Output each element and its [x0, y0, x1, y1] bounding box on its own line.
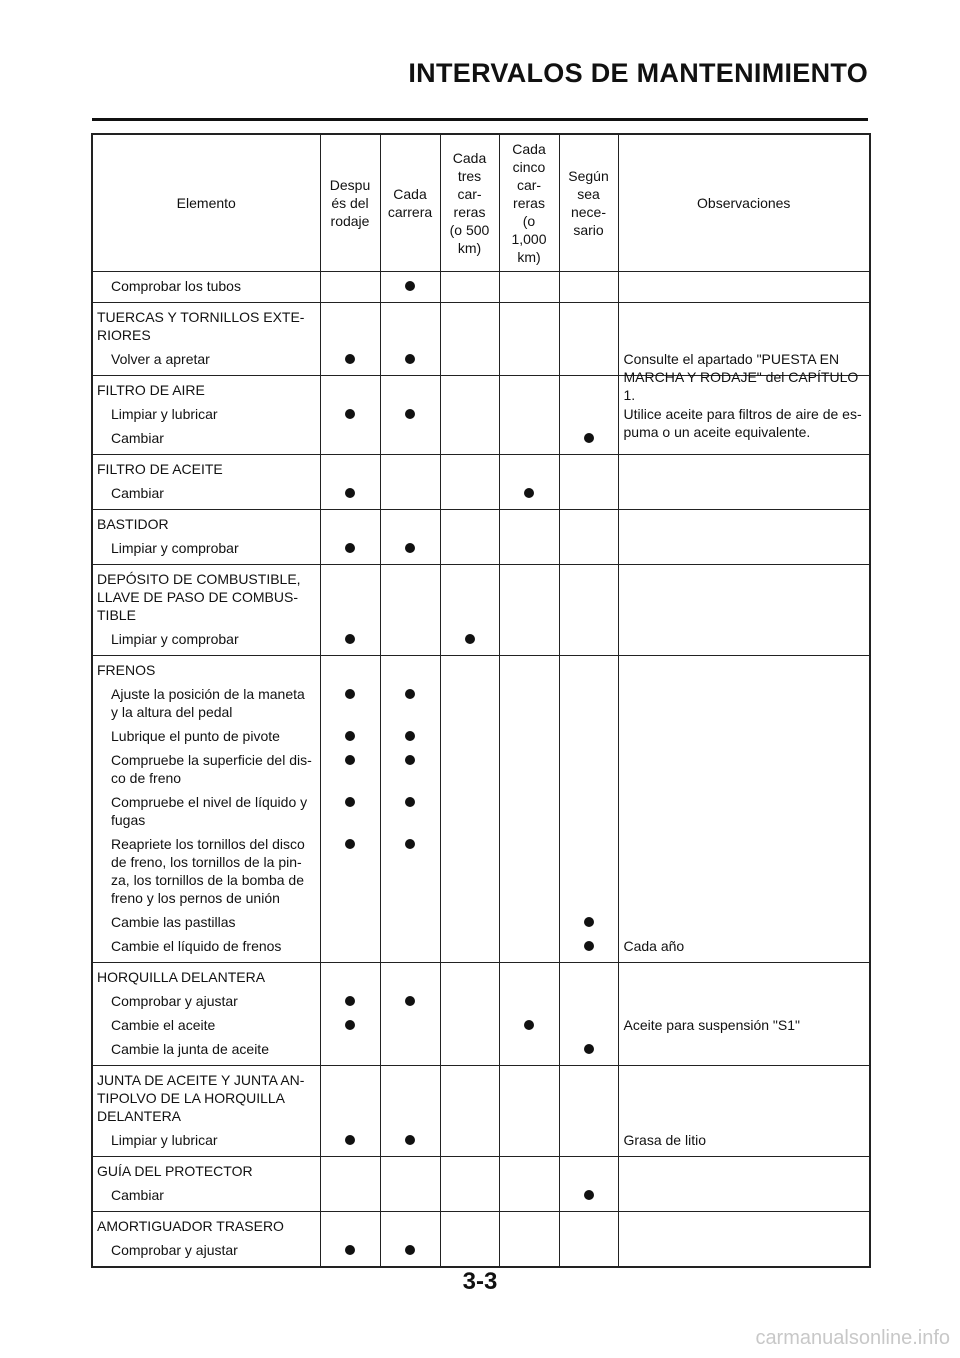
item-cell: [92, 656, 320, 963]
interval-cell: [499, 565, 559, 656]
interval-cell: [559, 272, 618, 303]
table-row: [92, 303, 870, 376]
item-label: Lubrique el punto de pivote: [111, 728, 280, 744]
interval-cell: [499, 376, 559, 455]
interval-cell: [320, 565, 380, 656]
interval-mark: [345, 1245, 355, 1255]
interval-mark: [345, 1135, 355, 1145]
interval-mark: [465, 634, 475, 644]
interval-mark: [345, 731, 355, 741]
interval-cell: [559, 1066, 618, 1157]
interval-cell: [380, 565, 440, 656]
interval-mark: [405, 543, 415, 553]
observation-text: Grasa de litio: [623, 1132, 706, 1148]
interval-cell: [320, 272, 380, 303]
interval-mark: [345, 354, 355, 364]
category-label: DEPÓSITO DE COMBUSTIBLE, LLAVE DE PASO DE COMBUS- TIBLE: [97, 571, 301, 623]
observation-text: Cada año: [623, 938, 685, 954]
interval-cell: [499, 656, 559, 963]
table-row: [92, 510, 870, 565]
item-label: Limpiar y comprobar: [111, 540, 239, 556]
interval-cell: [320, 1157, 380, 1212]
interval-cell: [559, 656, 618, 963]
interval-cell: [440, 303, 499, 376]
interval-cell: [559, 376, 618, 455]
item-label: Cambie el líquido de frenos: [111, 938, 282, 954]
item-cell: [92, 565, 320, 656]
category-label: FILTRO DE ACEITE: [97, 461, 223, 477]
observations-cell: [618, 303, 870, 403]
observations-cell: [618, 1212, 870, 1268]
page-number: 3-3: [462, 1268, 498, 1295]
interval-cell: [499, 963, 559, 1066]
interval-cell: [559, 455, 618, 510]
interval-mark: [405, 996, 415, 1006]
observations-cell: [618, 963, 870, 1066]
interval-cell: [559, 1157, 618, 1212]
interval-cell: [499, 303, 559, 376]
item-label: Cambie el aceite: [111, 1017, 216, 1033]
item-label: Cambiar: [111, 430, 164, 446]
item-cell: [92, 455, 320, 510]
interval-mark: [345, 409, 355, 419]
header-observaciones: Observaciones: [618, 134, 870, 272]
interval-mark: [405, 354, 415, 364]
interval-cell: [440, 1066, 499, 1157]
interval-mark: [345, 1020, 355, 1030]
item-label: Ajuste la posición de la maneta y la altura del pedal: [111, 686, 305, 720]
item-label: Cambie la junta de aceite: [111, 1041, 269, 1057]
interval-cell: [380, 963, 440, 1066]
interval-cell: [320, 1066, 380, 1157]
interval-cell: [559, 565, 618, 656]
table-row: [92, 1212, 870, 1268]
interval-cell: [380, 303, 440, 376]
interval-cell: [440, 656, 499, 963]
category-label: HORQUILLA DELANTERA: [97, 969, 266, 985]
item-label: Limpiar y comprobar: [111, 631, 239, 647]
interval-mark: [524, 1020, 534, 1030]
table-row: [92, 272, 870, 303]
interval-cell: [440, 510, 499, 565]
interval-cell: [380, 455, 440, 510]
interval-mark: [345, 543, 355, 553]
interval-mark: [584, 917, 594, 927]
interval-cell: [559, 510, 618, 565]
interval-cell: [320, 303, 380, 376]
header-cada-cinco-carreras: Cada cinco car- reras (o 1,000 km): [499, 134, 559, 272]
table-row: [92, 1066, 870, 1157]
item-cell: [92, 1212, 320, 1268]
interval-cell: [380, 1157, 440, 1212]
interval-mark: [345, 634, 355, 644]
interval-mark: [405, 755, 415, 765]
page-title: INTERVALOS DE MANTENIMIENTO: [408, 58, 868, 88]
table-row: [92, 565, 870, 656]
observations-cell: [618, 656, 870, 963]
title-rule: [92, 118, 868, 121]
interval-mark: [345, 488, 355, 498]
item-cell: [92, 376, 320, 455]
interval-cell: [320, 455, 380, 510]
interval-mark: [584, 941, 594, 951]
interval-mark: [345, 755, 355, 765]
item-cell: [92, 303, 320, 376]
table-row: [92, 656, 870, 963]
interval-cell: [440, 565, 499, 656]
interval-cell: [499, 455, 559, 510]
interval-mark: [405, 839, 415, 849]
header-segun-necesario: Según sea nece- sario: [559, 134, 618, 272]
category-label: TUERCAS Y TORNILLOS EXTE- RIORES: [97, 309, 305, 343]
table-row: [92, 1157, 870, 1212]
category-label: BASTIDOR: [97, 516, 169, 532]
interval-mark: [405, 797, 415, 807]
interval-cell: [320, 510, 380, 565]
interval-cell: [380, 656, 440, 963]
interval-mark: [405, 689, 415, 699]
interval-cell: [440, 455, 499, 510]
table-row: [92, 376, 870, 455]
observations-cell: [618, 455, 870, 510]
item-label: Comprobar los tubos: [111, 278, 241, 294]
interval-cell: [499, 510, 559, 565]
observation-text: Utilice aceite para filtros de aire de es- puma o un aceite equivalente.: [623, 406, 862, 440]
interval-mark: [345, 797, 355, 807]
interval-cell: [440, 1212, 499, 1268]
interval-cell: [499, 1157, 559, 1212]
category-label: JUNTA DE ACEITE Y JUNTA AN- TIPOLVO DE LA HORQUILLA DELANTERA: [97, 1072, 305, 1124]
interval-cell: [559, 963, 618, 1066]
interval-mark: [345, 839, 355, 849]
item-label: Limpiar y lubricar: [111, 406, 218, 422]
table-row: [92, 455, 870, 510]
observations-cell: [618, 376, 870, 455]
item-label: Cambiar: [111, 485, 164, 501]
item-cell: [92, 1066, 320, 1157]
interval-cell: [320, 963, 380, 1066]
observations-cell: [618, 1157, 870, 1212]
interval-cell: [440, 376, 499, 455]
interval-cell: [499, 1066, 559, 1157]
interval-mark: [405, 1135, 415, 1145]
table-row: [92, 963, 870, 1066]
observations-cell: [618, 1066, 870, 1157]
table-header-row: [92, 134, 870, 272]
interval-cell: [320, 656, 380, 963]
interval-mark: [584, 1044, 594, 1054]
interval-cell: [440, 963, 499, 1066]
interval-mark: [524, 488, 534, 498]
interval-cell: [440, 1157, 499, 1212]
category-label: FRENOS: [97, 662, 156, 678]
interval-cell: [320, 376, 380, 455]
interval-cell: [380, 272, 440, 303]
header-despues-rodaje: Despu és del rodaje: [320, 134, 380, 272]
item-label: Compruebe la superficie del dis- co de freno: [111, 752, 312, 786]
interval-cell: [559, 1212, 618, 1268]
interval-cell: [440, 272, 499, 303]
interval-mark: [345, 689, 355, 699]
item-label: Volver a apretar: [111, 351, 210, 367]
interval-cell: [499, 272, 559, 303]
category-label: AMORTIGUADOR TRASERO: [97, 1218, 284, 1234]
item-label: Comprobar y ajustar: [111, 993, 238, 1009]
interval-cell: [380, 510, 440, 565]
header-elemento: Elemento: [92, 134, 320, 272]
interval-cell: [380, 1066, 440, 1157]
header-cada-tres-carreras: Cada tres car- reras (o 500 km): [440, 134, 499, 272]
item-label: Cambie las pastillas: [111, 914, 236, 930]
interval-cell: [559, 303, 618, 376]
observation-text: Aceite para suspensión "S1": [623, 1017, 800, 1033]
interval-cell: [380, 376, 440, 455]
category-label: FILTRO DE AIRE: [97, 382, 205, 398]
interval-mark: [405, 409, 415, 419]
observations-cell: [618, 565, 870, 656]
item-label: Cambiar: [111, 1187, 164, 1203]
item-cell: [92, 272, 320, 303]
interval-cell: [320, 1212, 380, 1268]
interval-mark: [584, 1190, 594, 1200]
watermark: carmanualsonline.info: [755, 1327, 950, 1349]
interval-mark: [405, 1245, 415, 1255]
item-cell: [92, 963, 320, 1066]
observation-text: Consulte el apartado "PUESTA EN MARCHA Y RODAJE" del CAPÍTULO 1.: [623, 351, 859, 403]
interval-cell: [380, 1212, 440, 1268]
item-cell: [92, 510, 320, 565]
maintenance-table: [91, 133, 871, 1268]
item-label: Comprobar y ajustar: [111, 1242, 238, 1258]
interval-mark: [405, 281, 415, 291]
interval-mark: [405, 731, 415, 741]
interval-mark: [345, 996, 355, 1006]
interval-mark: [584, 433, 594, 443]
header-cada-carrera: Cada carrera: [380, 134, 440, 272]
item-label: Compruebe el nivel de líquido y fugas: [111, 794, 308, 828]
item-cell: [92, 1157, 320, 1212]
item-label: Limpiar y lubricar: [111, 1132, 218, 1148]
category-label: GUÍA DEL PROTECTOR: [97, 1163, 253, 1179]
observations-cell: [618, 272, 870, 303]
observations-cell: [618, 510, 870, 565]
interval-cell: [499, 1212, 559, 1268]
item-label: Reapriete los tornillos del disco de freno, los tornillos de la pin- za, los tornillos de la bomba de freno y los pernos de unión: [111, 836, 305, 906]
